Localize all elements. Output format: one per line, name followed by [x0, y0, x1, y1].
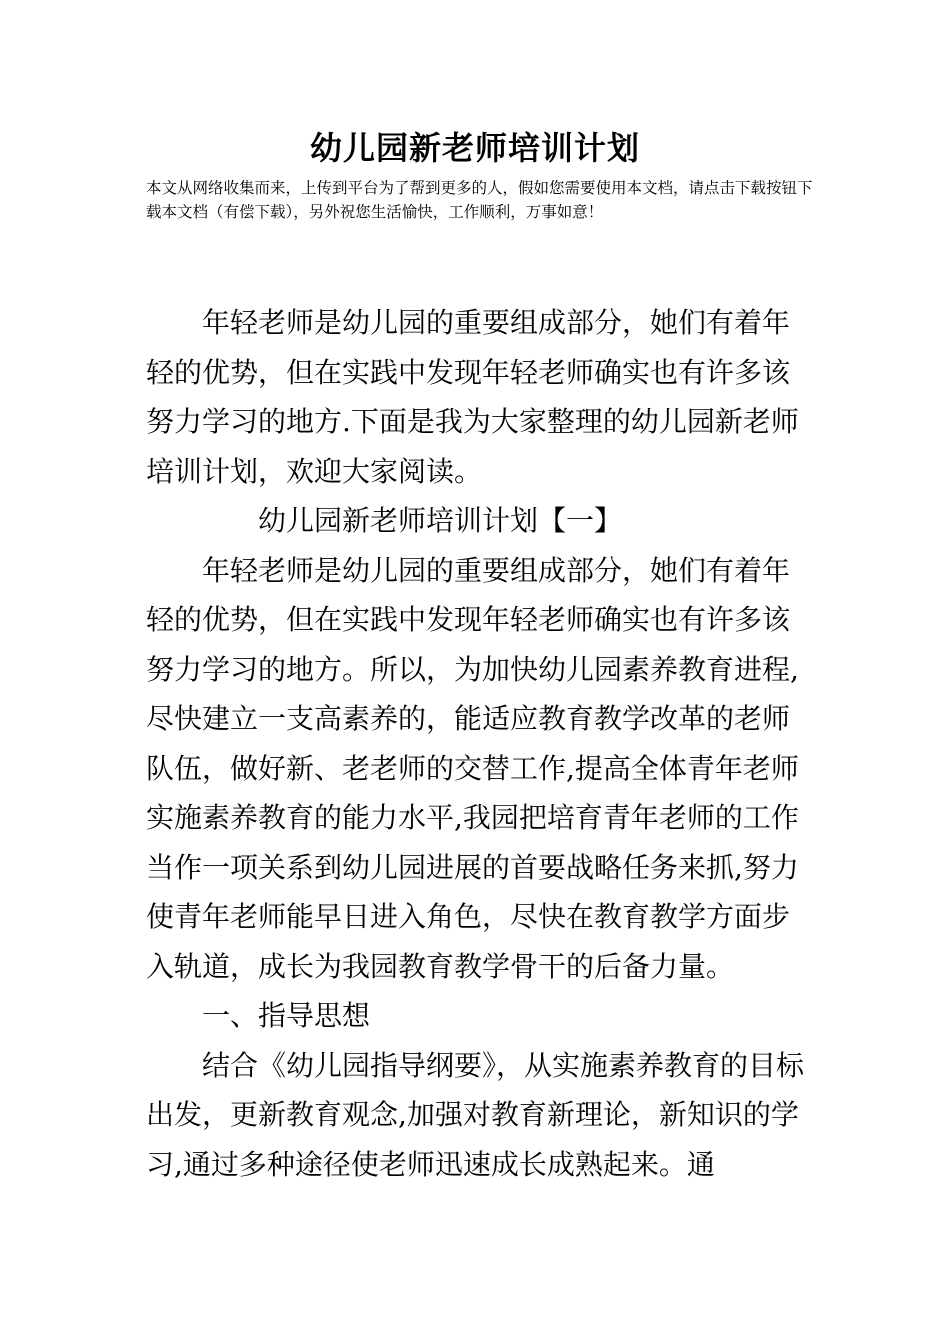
body-paragraph: 结合《幼儿园指导纲要》，从实施素养教育的目标出发，更新教育观念,加强对教育新理论，新知识的学习,通过多种途径使老师迅速成长成熟起来。通 [146, 1048, 805, 1181]
section-heading-plan-one: 幼儿园新老师培训计划【一】 [258, 504, 623, 537]
body-paragraph: 年轻老师是幼儿园的重要组成部分，她们有着年轻的优势，但在实践中发现年轻老师确实也有许多该努力学习的地方。所以，为加快幼儿园素养教育进程,尽快建立一支高素养的，能适应教育教学改革的老师队伍，做好新、老老师的交替工作,提高全体青年老师实施素养教育的能力水平,我园把培育青年老师的工作当作一项关系到幼儿园进展的首要战略任务来抓,努力使青年老师能早日进入角色，尽快在教育教学方面步入轨道，成长为我园教育教学骨干的后备力量。 [146, 553, 799, 983]
download-notice: 本文从网络收集而来，上传到平台为了帮到更多的人，假如您需要使用本文档，请点击下载按钮下载本文档（有偿下载），另外祝您生活愉快，工作顺利，万事如意！ [146, 179, 813, 221]
section-heading-guiding-ideology: 一、指导思想 [202, 999, 371, 1032]
document-body [146, 298, 810, 1189]
intro-paragraph: 年轻老师是幼儿园的重要组成部分，她们有着年轻的优势，但在实践中发现年轻老师确实也有许多该努力学习的地方.下面是我为大家整理的幼儿园新老师培训计划，欢迎大家阅读。 [146, 306, 799, 488]
document-title: 幼儿园新老师培训计划 [309, 129, 640, 167]
